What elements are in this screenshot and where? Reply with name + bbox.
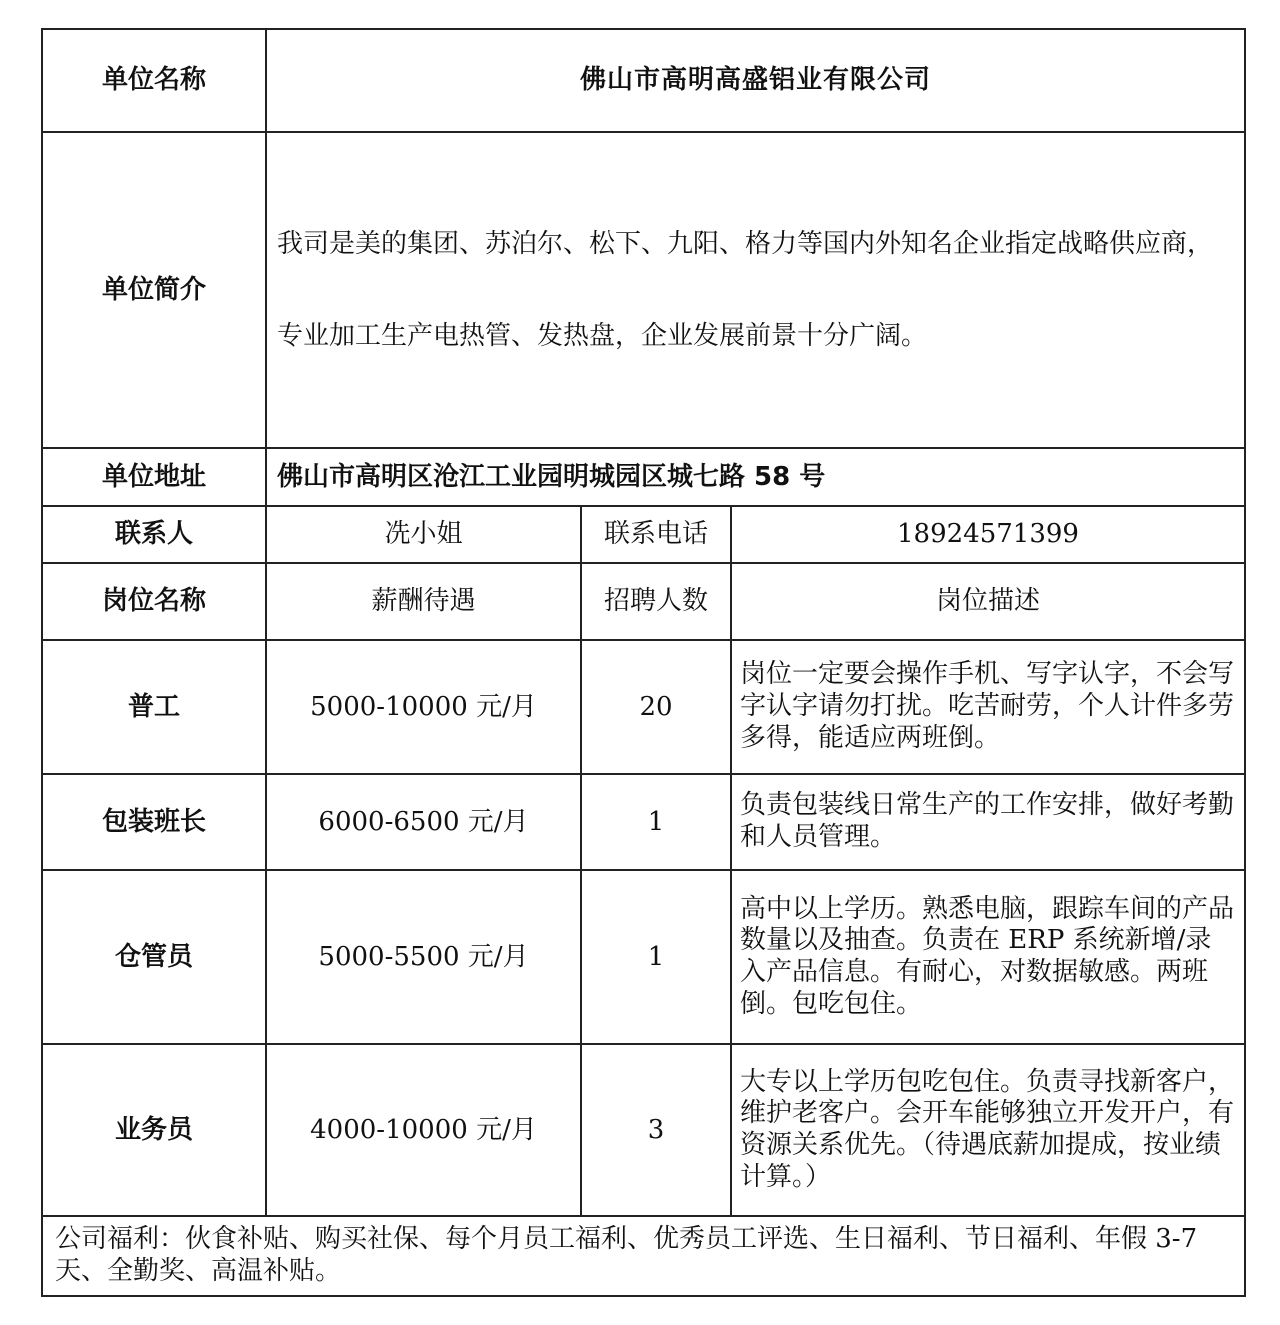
contact-person-label: 联系人 <box>42 506 266 563</box>
company-address-row <box>42 448 1245 506</box>
job-row <box>42 774 1245 870</box>
job-headcount: 1 <box>581 870 731 1044</box>
company-name-row <box>42 29 1245 132</box>
company-address-label: 单位地址 <box>42 448 266 506</box>
company-benefits: 公司福利：伙食补贴、购买社保、每个月员工福利、优秀员工评选、生日福利、节日福利、年假 3-7 天、全勤奖、高温补贴。 <box>42 1216 1245 1296</box>
recruitment-table <box>41 28 1246 1297</box>
header-headcount: 招聘人数 <box>581 563 731 640</box>
job-salary: 6000-6500 元/月 <box>266 774 581 870</box>
job-description: 负责包装线日常生产的工作安排，做好考勤和人员管理。 <box>731 774 1245 870</box>
company-address: 佛山市高明区沧江工业园明城园区城七路 58 号 <box>266 448 1245 506</box>
job-position: 包装班长 <box>42 774 266 870</box>
job-headcount: 1 <box>581 774 731 870</box>
job-position: 业务员 <box>42 1044 266 1216</box>
company-intro-row <box>42 132 1245 448</box>
contact-phone: 18924571399 <box>731 506 1245 563</box>
contact-phone-label: 联系电话 <box>581 506 731 563</box>
header-description: 岗位描述 <box>731 563 1245 640</box>
job-row <box>42 640 1245 774</box>
job-description: 岗位一定要会操作手机、写字认字，不会写字认字请勿打扰。吃苦耐劳，个人计件多劳多得，能适应两班倒。 <box>731 640 1245 774</box>
job-salary: 5000-5500 元/月 <box>266 870 581 1044</box>
benefits-row <box>42 1216 1245 1296</box>
job-salary: 4000-10000 元/月 <box>266 1044 581 1216</box>
jobs-header-row <box>42 563 1245 640</box>
company-name: 佛山市高明高盛铝业有限公司 <box>266 29 1245 132</box>
contact-row <box>42 506 1245 563</box>
job-salary: 5000-10000 元/月 <box>266 640 581 774</box>
header-position: 岗位名称 <box>42 563 266 640</box>
job-row <box>42 870 1245 1044</box>
company-intro-text: 我司是美的集团、苏泊尔、松下、九阳、格力等国内外知名企业指定战略供应商，专业加工生产电热管、发热盘，企业发展前景十分广阔。 <box>266 132 1245 448</box>
job-description: 大专以上学历包吃包住。负责寻找新客户，维护老客户。会开车能够独立开发开户，有资源关系优先。（待遇底薪加提成，按业绩计算。） <box>731 1044 1245 1216</box>
header-salary: 薪酬待遇 <box>266 563 581 640</box>
company-intro-label: 单位简介 <box>42 132 266 448</box>
job-description: 高中以上学历。熟悉电脑，跟踪车间的产品数量以及抽查。负责在 ERP 系统新增/录入产品信息。有耐心，对数据敏感。两班倒。包吃包住。 <box>731 870 1245 1044</box>
job-headcount: 3 <box>581 1044 731 1216</box>
job-position: 仓管员 <box>42 870 266 1044</box>
company-name-label: 单位名称 <box>42 29 266 132</box>
contact-person: 冼小姐 <box>266 506 581 563</box>
job-position: 普工 <box>42 640 266 774</box>
job-headcount: 20 <box>581 640 731 774</box>
job-row <box>42 1044 1245 1216</box>
